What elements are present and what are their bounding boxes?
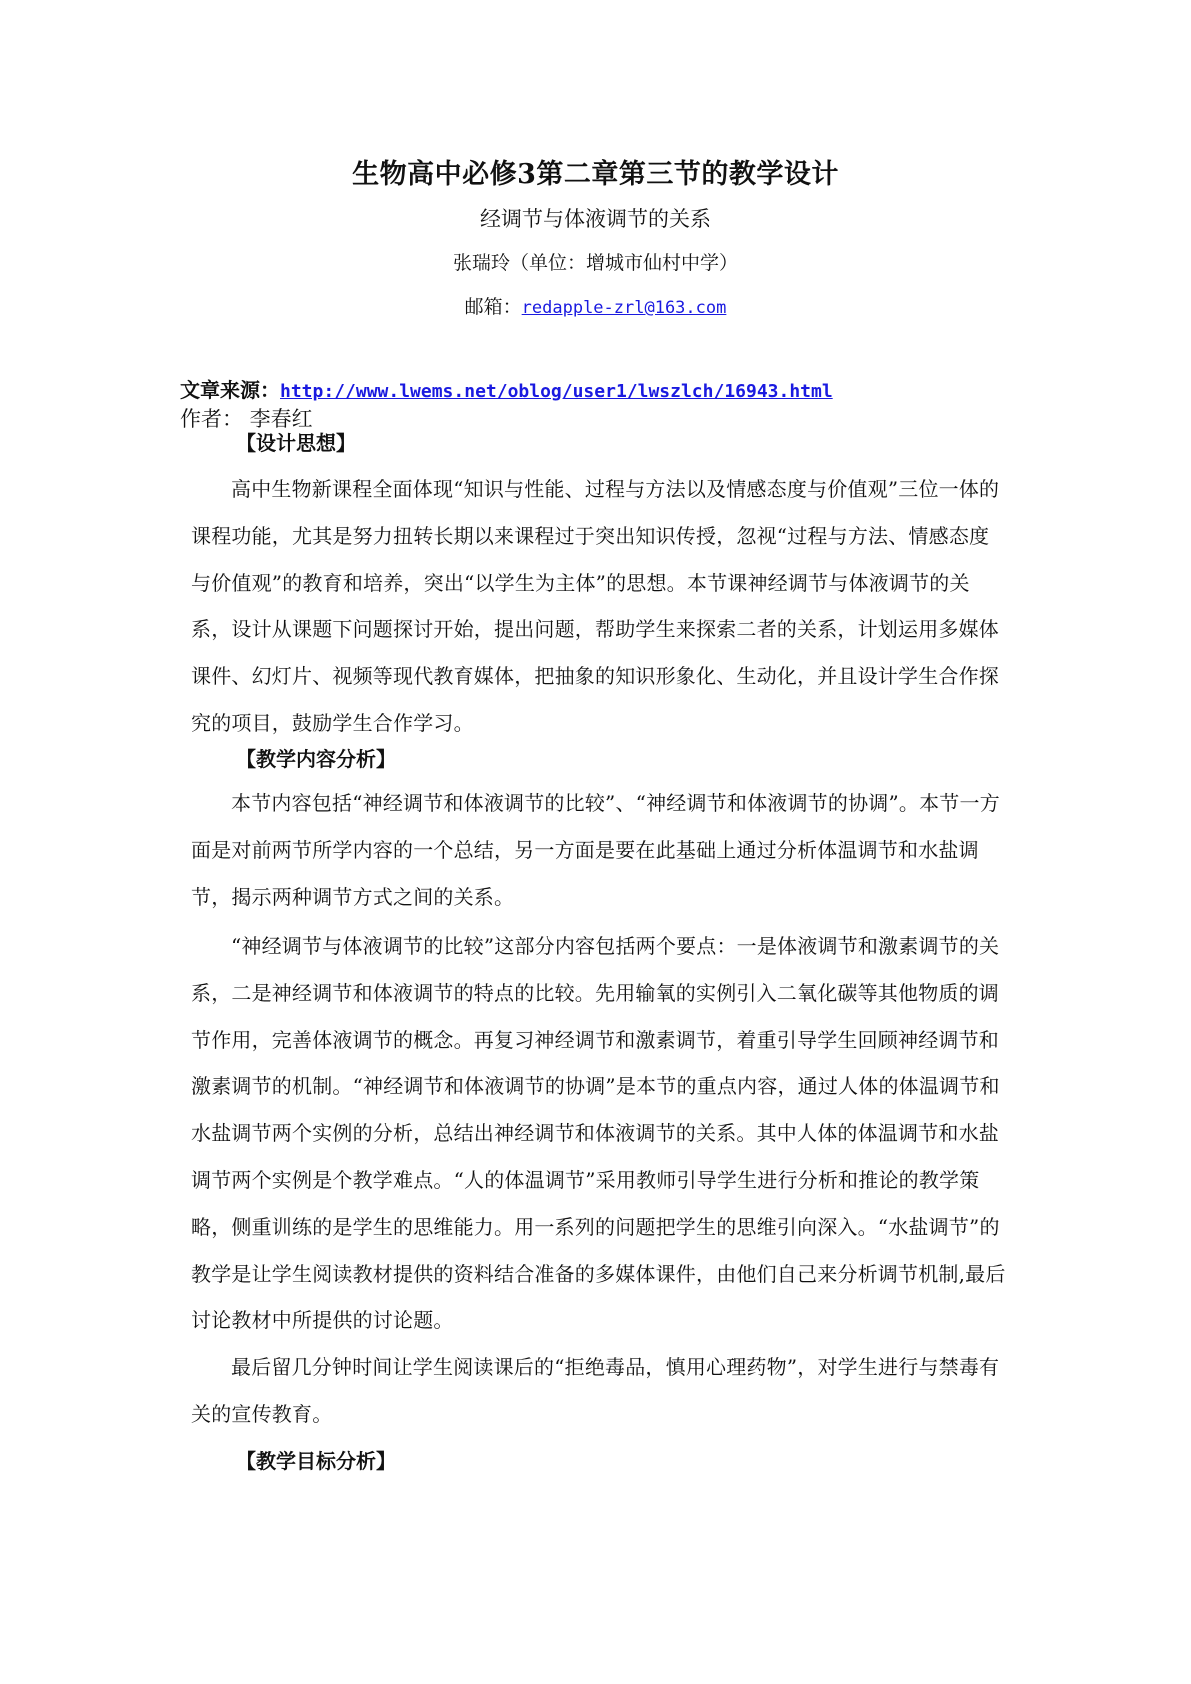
writer-line: 作者： 李春红 bbox=[180, 407, 313, 431]
source-link[interactable]: http://www.lwems.net/oblog/user1/lwszlch/16943.html bbox=[280, 381, 833, 402]
source-line bbox=[180, 374, 833, 403]
email-label: 邮箱： bbox=[464, 296, 522, 318]
document-subtitle: 经调节与体液调节的关系 bbox=[480, 207, 711, 231]
content-paragraph-1: 本节内容包括“神经调节和体液调节的比较”、“神经调节和体液调节的协调”。本节一方面是对前两节所学内容的一个总结，另一方面是要在此基础上通过分析体温调节和水盐调节，揭示两种调节方式之间的关系。 bbox=[191, 791, 1000, 909]
author-unit: 张瑞玲（单位：增城市仙村中学） bbox=[452, 252, 738, 274]
goal-heading: 【教学目标分析】 bbox=[236, 1449, 396, 1473]
design-paragraph: 高中生物新课程全面体现“知识与性能、过程与方法以及情感态度与价值观”三位一体的课程功能，尤其是努力扭转长期以来课程过于突出知识传授，忽视“过程与方法、情感态度与价值观”的教育和培养，突出“以学生为主体”的思想。本节课神经调节与体液调节的关系，设计从课题下问题探讨开始，提出问题，帮助学生来探索二者的关系，计划运用多媒体课件、幻灯片、视频等现代教育媒体，把抽象的知识形象化、生动化，并且设计学生合作探究的项目，鼓励学生合作学习。 bbox=[191, 477, 1000, 735]
content-paragraph-3: 最后留几分钟时间让学生阅读课后的“拒绝毒品，慎用心理药物”，对学生进行与禁毒有关的宣传教育。 bbox=[191, 1355, 1000, 1426]
email-line bbox=[0, 292, 1191, 319]
document-title: 生物高中必修3第二章第三节的教学设计 bbox=[352, 159, 839, 190]
source-label: 文章来源： bbox=[180, 378, 280, 402]
content-paragraph-2: “神经调节与体液调节的比较”这部分内容包括两个要点：一是体液调节和激素调节的关系，二是神经调节和体液调节的特点的比较。先用输氧的实例引入二氧化碳等其他物质的调节作用，完善体液调节的概念。再复习神经调节和激素调节，着重引导学生回顾神经调节和激素调节的机制。“神经调节和体液调节的协调”是本节的重点内容，通过人体的体温调节和水盐调节两个实例的分析，总结出神经调节和体液调节的关系。其中人体的体温调节和水盐调节两个实例是个教学难点。“人的体温调节”采用教师引导学生进行分析和推论的教学策略，侧重训练的是学生的思维能力。用一系列的问题把学生的思维引向深入。“水盐调节”的教学是让学生阅读教材提供的资料结合准备的多媒体课件，由他们自己来分析调节机制,最后讨论教材中所提供的讨论题。 bbox=[191, 934, 1006, 1333]
content-heading: 【教学内容分析】 bbox=[236, 747, 396, 771]
email-link[interactable]: redapple-zrl@163.com bbox=[521, 298, 727, 318]
design-heading: 【设计思想】 bbox=[236, 431, 356, 455]
